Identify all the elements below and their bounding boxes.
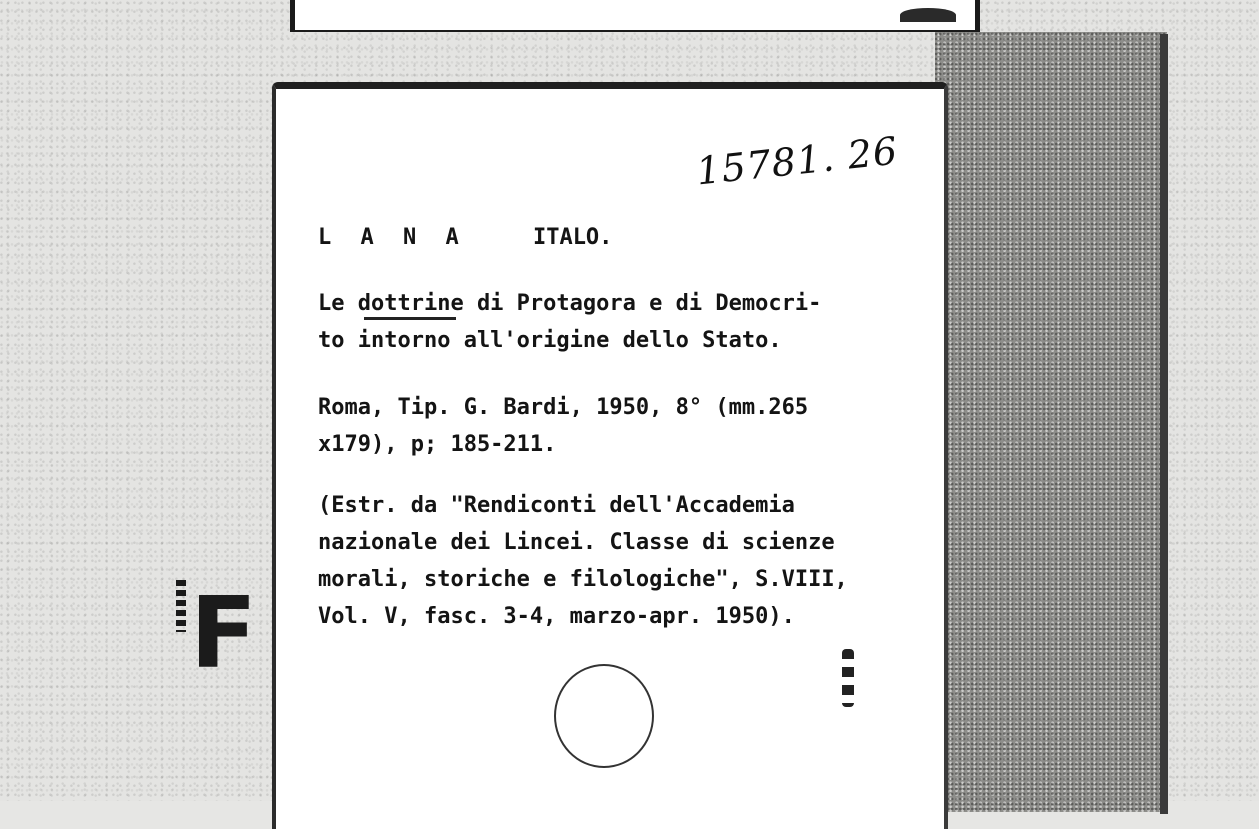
note-line: morali, storiche e filologiche", S.VIII, — [318, 567, 848, 592]
note-block — [318, 487, 848, 635]
shelfmark-number: 15781. 26 — [694, 128, 901, 194]
index-letter-tab: F — [190, 577, 257, 691]
card-stack-edge — [1160, 34, 1168, 814]
catalog-card — [272, 82, 948, 829]
underline-mark — [364, 317, 456, 320]
tab-tick-mark — [176, 580, 186, 632]
imprint-block — [318, 389, 808, 463]
author-surname: L A N A — [318, 225, 467, 250]
previous-card-edge — [290, 0, 980, 32]
note-line: (Estr. da "Rendiconti dell'Accademia — [318, 493, 795, 518]
author-line — [318, 219, 612, 256]
punch-hole — [554, 664, 654, 768]
note-line: Vol. V, fasc. 3-4, marzo-apr. 1950). — [318, 604, 795, 629]
title-line: to intorno all'origine dello Stato. — [318, 328, 782, 353]
imprint-line: Roma, Tip. G. Bardi, 1950, 8° (mm.265 — [318, 395, 809, 420]
title-line: Le dottrine di Protagora e di Democri- — [318, 291, 822, 316]
vertical-stamp-mark — [842, 649, 854, 707]
card-notch — [900, 8, 956, 22]
card-stack-shadow — [935, 32, 1167, 812]
author-given-name: ITALO. — [532, 225, 613, 250]
title-block — [318, 285, 821, 359]
note-line: nazionale dei Lincei. Classe di scienze — [318, 530, 835, 555]
imprint-line: x179), p; 185-211. — [318, 432, 557, 457]
